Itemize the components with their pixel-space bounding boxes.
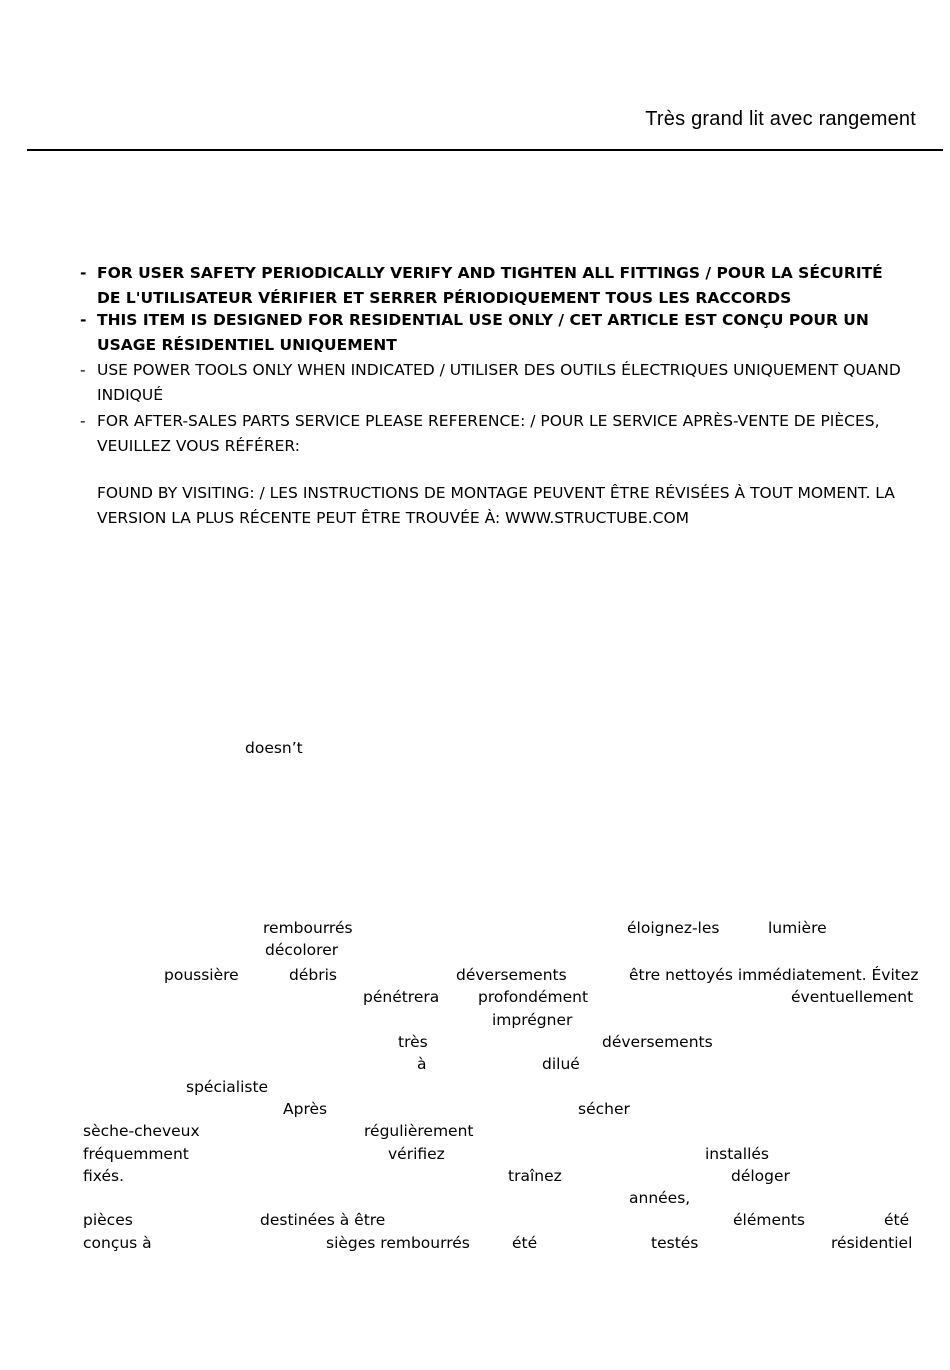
notice-dash: - — [80, 264, 87, 282]
text-fragment: résidentiel — [831, 1234, 913, 1252]
text-fragment: installés — [705, 1145, 770, 1163]
text-fragment: été — [512, 1234, 538, 1252]
text-fragment: déloger — [731, 1167, 790, 1185]
text-fragment: destinées à être — [260, 1211, 386, 1229]
text-fragment: été — [884, 1211, 910, 1229]
text-fragment: régulièrement — [364, 1122, 474, 1140]
text-fragment: être nettoyés immédiatement. Évitez — [629, 966, 919, 984]
text-fragment: éventuellement — [791, 988, 914, 1006]
text-fragment: traînez — [508, 1167, 562, 1185]
notice-dash: - — [80, 311, 87, 329]
notice-dash: - — [80, 412, 86, 430]
notice-text: THIS ITEM IS DESIGNED FOR RESIDENTIAL USE ONLY / CET ARTICLE EST CONÇU POUR UN USAGE RÉSIDENTIEL UNIQUEMENT — [97, 311, 869, 354]
notice-safety — [80, 261, 910, 311]
text-fragment: dilué — [542, 1055, 580, 1073]
text-fragment: rembourrés — [263, 919, 353, 937]
text-fragment: conçus à — [83, 1234, 152, 1252]
text-fragment: éloignez-les — [627, 919, 720, 937]
text-fragment: fréquemment — [83, 1145, 189, 1163]
text-fragment: pièces — [83, 1211, 133, 1229]
notice-power-tools — [80, 358, 910, 408]
text-fragment: sécher — [578, 1100, 630, 1118]
text-fragment: doesn’t — [245, 739, 303, 757]
text-fragment: sièges rembourrés — [326, 1234, 470, 1252]
document-title: Très grand lit avec rangement — [645, 108, 916, 130]
text-fragment: poussière — [164, 966, 239, 984]
text-fragment: sèche-cheveux — [83, 1122, 200, 1140]
text-fragment: années, — [629, 1189, 691, 1207]
notice-text: FOR USER SAFETY PERIODICALLY VERIFY AND TIGHTEN ALL FITTINGS / POUR LA SÉCURITÉ DE L'UTILISATEUR VÉRIFIER ET SERRER PÉRIODIQUEMENT TOUS LES RACCORDS — [97, 264, 883, 307]
text-fragment: imprégner — [492, 1011, 573, 1029]
text-fragment: débris — [289, 966, 337, 984]
text-fragment: à — [417, 1055, 427, 1073]
text-fragment: pénétrera — [363, 988, 440, 1006]
notice-dash: - — [80, 361, 86, 379]
notice-text: USE POWER TOOLS ONLY WHEN INDICATED / UTILISER DES OUTILS ÉLECTRIQUES UNIQUEMENT QUAND INDIQUÉ — [97, 361, 901, 404]
text-fragment: très — [398, 1033, 428, 1051]
notice-after-sales — [80, 409, 910, 459]
text-fragment: éléments — [733, 1211, 805, 1229]
text-fragment: déversements — [602, 1033, 713, 1051]
text-fragment: fixés. — [83, 1167, 124, 1185]
instructions-paragraph: FOUND BY VISITING: / LES INSTRUCTIONS DE MONTAGE PEUVENT ÊTRE RÉVISÉES À TOUT MOMENT. LA VERSION LA PLUS RÉCENTE PEUT ÊTRE TROUVÉE À: WWW.STRUCTUBE.COM — [97, 484, 895, 527]
text-fragment: spécialiste — [186, 1078, 269, 1096]
notice-text: FOR AFTER-SALES PARTS SERVICE PLEASE REFERENCE: / POUR LE SERVICE APRÈS-VENTE DE PIÈCES, VEUILLEZ VOUS RÉFÉRER: — [97, 412, 880, 455]
text-fragment: Après — [283, 1100, 328, 1118]
text-fragment: testés — [651, 1234, 699, 1252]
text-fragment: lumière — [768, 919, 827, 937]
text-fragment: profondément — [478, 988, 589, 1006]
text-fragment: décolorer — [265, 941, 339, 959]
notice-residential — [80, 308, 910, 358]
text-fragment: déversements — [456, 966, 567, 984]
header-divider — [27, 149, 943, 151]
text-fragment: vérifiez — [388, 1145, 445, 1163]
